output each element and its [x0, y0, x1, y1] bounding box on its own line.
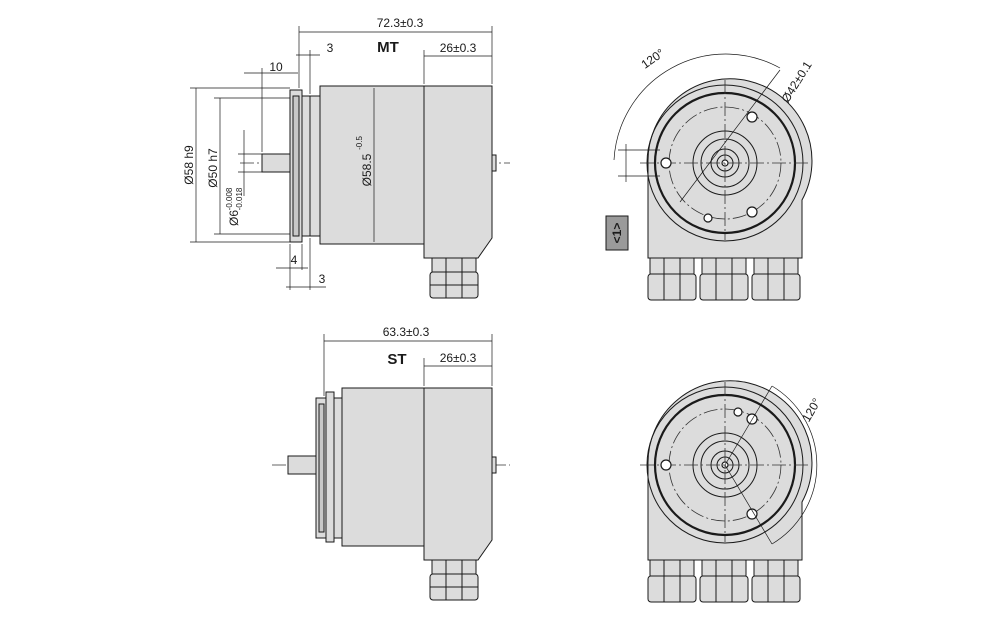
- mount-hole: [661, 460, 671, 470]
- dim-dia-6: Ø6: [227, 209, 241, 227]
- dim-angle-bottom: 120°: [799, 395, 824, 425]
- st-side-view: [272, 325, 510, 600]
- st-gland-1: [648, 560, 696, 602]
- dim-dia-6-tol-lower: -0.018: [235, 187, 244, 211]
- dim-mt-housing: 26±0.3: [439, 41, 477, 55]
- dim-mt-4: 4: [290, 253, 298, 267]
- view-label-st: ST: [387, 351, 407, 368]
- dim-dia-58: Ø58 h9: [182, 145, 196, 185]
- mt-clamp-ring: [310, 96, 320, 236]
- st-gland-2: [700, 560, 748, 602]
- mt-gland-1: [648, 258, 696, 300]
- dim-mt-flange: 3: [326, 41, 334, 55]
- dim-pcd-42: Ø42±0.1: [778, 58, 815, 106]
- mt-gland-collar: [432, 258, 476, 272]
- note-1: <1>: [610, 222, 624, 244]
- mt-shaft: [262, 154, 292, 172]
- dim-angle-top: 120°: [638, 45, 667, 72]
- mount-hole: [747, 112, 757, 122]
- mount-hole: [661, 158, 671, 168]
- mt-gland-3: [752, 258, 800, 300]
- dim-st-length: 63.3±0.3: [382, 325, 430, 339]
- st-shaft: [288, 456, 318, 474]
- mt-housing-nub: [492, 155, 496, 171]
- st-gland-collar: [432, 560, 476, 574]
- dim-mt-3: 3: [318, 272, 326, 286]
- view-label-mt: MT: [377, 39, 399, 56]
- dim-dia-585: Ø58.5: [360, 153, 374, 187]
- mount-hole: [747, 207, 757, 217]
- dim-dia-50: Ø50 h7: [206, 148, 220, 188]
- mt-front-view: [606, 46, 815, 300]
- dim-dia-6-tol-upper: -0.008: [225, 187, 234, 211]
- dim-st-housing: 26±0.3: [439, 351, 477, 365]
- mount-hole: [734, 408, 742, 416]
- st-housing: [424, 388, 492, 560]
- dim-mt-length: 72.3±0.3: [376, 16, 424, 30]
- mt-side-view: [182, 16, 510, 298]
- mt-housing: [424, 86, 492, 258]
- dim-dia-585-tol: -0.5: [355, 136, 364, 150]
- st-front-view: [640, 381, 824, 602]
- st-body: [342, 388, 424, 546]
- dim-mt-shaft-length: 10: [269, 60, 283, 74]
- st-flange: [326, 392, 334, 542]
- mt-gland-2: [700, 258, 748, 300]
- mt-flange-inner: [302, 96, 310, 236]
- st-gland-3: [752, 560, 800, 602]
- mount-hole: [704, 214, 712, 222]
- mt-flange-groove: [293, 96, 299, 236]
